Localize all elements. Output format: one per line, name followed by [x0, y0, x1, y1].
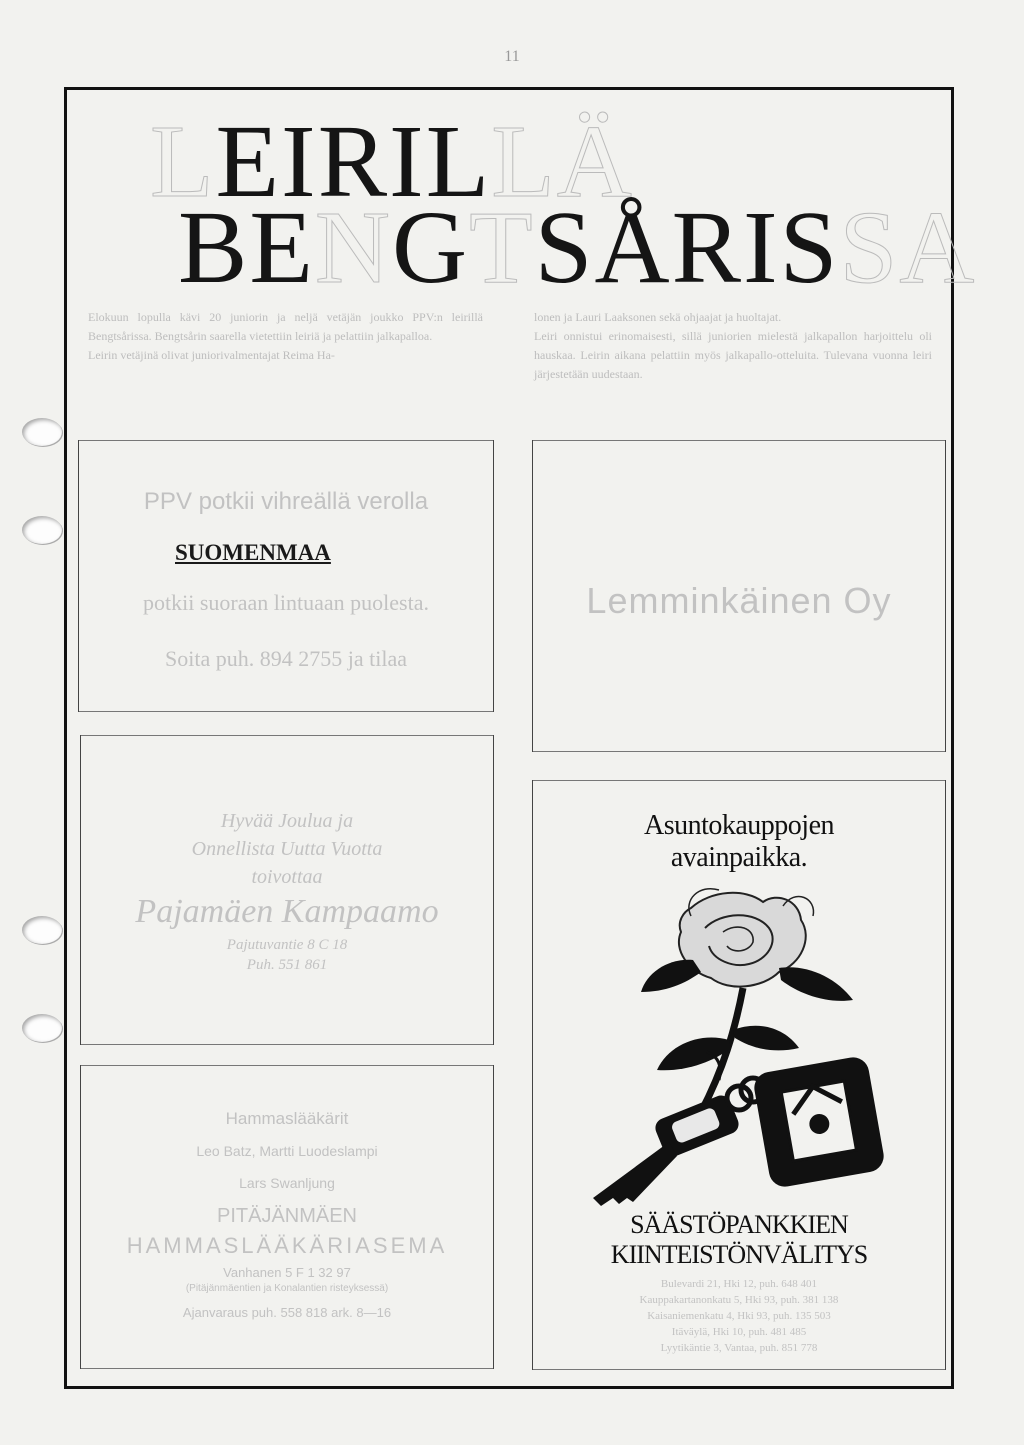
key-icon — [593, 1078, 765, 1206]
ad-lemminkainen — [532, 440, 946, 752]
headline-dark-letters: BE — [178, 190, 315, 305]
ad-brand: SÄÄSTÖPANKKIEN — [630, 1210, 848, 1239]
ad-note: (Pitäjänmäentien ja Konalantien risteyksessä) — [185, 1283, 389, 1294]
headline-dark-letters: SÅRIS — [534, 190, 840, 305]
ad-slogan-line-2: avainpaikka. — [670, 842, 808, 873]
ad-brand: HAMMASLÄÄKÄRIASEMA — [126, 1233, 448, 1258]
lemminkainen-logo: Lemminkäinen Oy — [586, 580, 892, 621]
ad-brand: PITÄJÄNMÄEN — [216, 1205, 358, 1227]
ad-kampaamo — [80, 735, 494, 1045]
headline-faint-letters: L — [150, 104, 216, 219]
ad-address: Vanhanen 5 F 1 32 97 — [223, 1265, 351, 1280]
binder-hole — [22, 1014, 62, 1042]
ad-address: Lyytikäntie 3, Vantaa, puh. 851 778 — [660, 1342, 818, 1354]
headline-faint-letters: LÄ — [491, 104, 634, 219]
ad-text: Onnellista Uutta Vuotta — [191, 838, 383, 860]
ad-text: Leo Batz, Martti Luodeslampi — [196, 1143, 378, 1159]
ad-saastopankki — [532, 780, 946, 1370]
ad-address: Bulevardi 21, Hki 12, puh. 648 401 — [660, 1278, 818, 1290]
headline-dark-letters: EIRIL — [215, 104, 492, 219]
ad-text: potkii suoraan lintuaan puolesta. — [143, 590, 429, 615]
binder-hole — [22, 418, 62, 446]
ad-address: Itäväylä, Hki 10, puh. 481 485 — [671, 1326, 807, 1338]
headline-faint-letters: SA — [839, 190, 977, 305]
suomenmaa-logo: SUOMENMAA — [175, 540, 331, 565]
headline-faint-letters: N — [314, 190, 393, 305]
ad-address: Kaisaniemenkatu 4, Hki 93, puh. 135 503 — [647, 1310, 831, 1322]
article-column-1: Elokuun lopulla kävi 20 juniorin ja neljä vetäjän joukko PPV:n leirillä Bengtsårissa. Bengtsårin saarella vietettiin leiriä ja pelattiin jalkapalloa. Leirin vetäjinä olivat juniorivalmentajat Reima Ha- — [88, 310, 483, 362]
ad-text: Lars Swanljung — [239, 1175, 335, 1191]
ad-text: toivottaa — [251, 866, 323, 888]
ad-text: Soita puh. 894 2755 ja tilaa — [165, 646, 407, 671]
ad-text: Hyvää Joulua ja — [220, 810, 354, 832]
kampaamo-name: Pajamäen Kampaamo — [135, 893, 439, 930]
ad-hammaslaakari — [80, 1065, 494, 1369]
headline-faint-letters: T — [469, 190, 535, 305]
binder-hole — [22, 916, 62, 944]
ad-phone: Ajanvaraus puh. 558 818 ark. 8—16 — [182, 1305, 392, 1320]
headline-line-2 — [178, 190, 978, 305]
article-column-2: lonen ja Lauri Laaksonen sekä ohjaajat ja huoltajat. Leiri onnistui erinomaisesti, sillä juniorien mielestä jalkapallon harjoittelu oli hauskaa. Leirin aikana pelattiin myös jalkapallo-otteluita. Tulevana vuonna leiri järjestetään uudestaan. — [534, 310, 932, 381]
ad-address: Pajutuvantie 8 C 18 — [226, 937, 348, 953]
headline-dark-letters: G — [392, 190, 470, 305]
ad-address-list — [533, 1276, 945, 1356]
ad-phone: Puh. 551 861 — [246, 957, 328, 973]
ad-text: Hammaslääkärit — [225, 1109, 349, 1128]
ad-brand: KIINTEISTÖNVÄLITYS — [610, 1240, 868, 1269]
rose-and-key-illustration — [573, 880, 913, 1210]
ad-slogan-line-1: Asuntokauppojen — [643, 810, 835, 841]
ad-suomenmaa — [78, 440, 494, 712]
keychain-tag-icon — [752, 1055, 886, 1189]
ad-text: PPV potkii vihreällä verolla — [143, 488, 429, 515]
ad-address: Kauppakartanonkatu 5, Hki 93, puh. 381 138 — [639, 1294, 839, 1306]
page-number: 11 — [504, 48, 520, 65]
binder-hole — [22, 516, 62, 544]
